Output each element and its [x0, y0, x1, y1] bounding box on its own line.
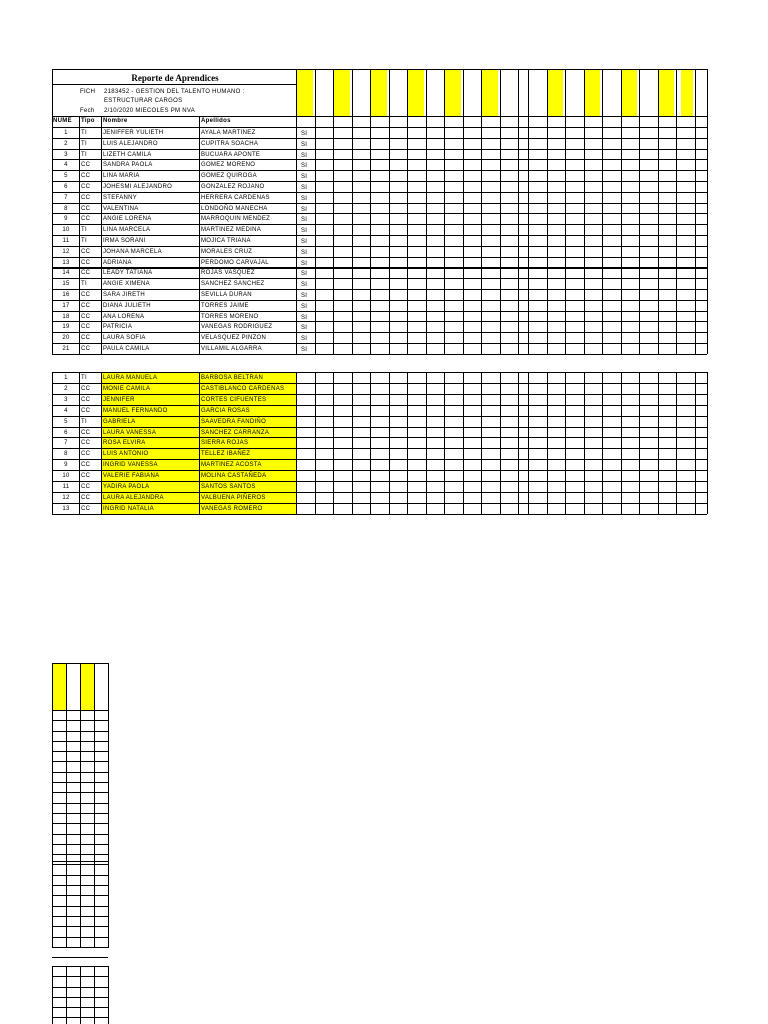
- ficha-line-2: ESTRUCTURAR CARGOS: [104, 98, 183, 104]
- row-tipo: CC: [81, 195, 91, 201]
- row-apellidos: BUCUARA APONTE: [201, 152, 261, 158]
- grid-line: [547, 69, 548, 354]
- row-attendance: SI: [301, 153, 308, 159]
- grid-line: [296, 372, 297, 514]
- row-number: 8: [64, 451, 68, 457]
- row-number: 18: [62, 314, 70, 320]
- grid-line: [565, 69, 566, 354]
- row-apellidos: HERRERA CARDENAS: [201, 195, 270, 201]
- grid-line: [500, 69, 501, 354]
- grid-line: [695, 372, 696, 514]
- highlight-fill: [445, 70, 461, 116]
- row-apellidos: SEVILLA DURAN: [201, 292, 252, 298]
- grid-line: [602, 372, 603, 514]
- row-tipo: CC: [81, 324, 91, 330]
- row-nombre: SANDRA PAOLA: [103, 162, 153, 168]
- grid-line: [52, 947, 108, 948]
- grid-line: [52, 803, 108, 804]
- row-number: 13: [62, 260, 70, 266]
- row-number: 3: [64, 397, 68, 403]
- grid-line: [676, 69, 677, 354]
- highlight-fill: [659, 70, 674, 116]
- row-number: 17: [62, 303, 70, 309]
- row-number: 10: [62, 473, 70, 479]
- grid-line: [52, 861, 108, 862]
- grid-line: [370, 69, 371, 354]
- grid-line: [52, 906, 108, 907]
- row-attendance: SI: [301, 185, 308, 191]
- grid-line: [407, 69, 408, 354]
- grid-line: [52, 772, 108, 773]
- row-number: 11: [62, 238, 70, 244]
- row-tipo: CC: [81, 484, 91, 490]
- row-apellidos: TELLEZ IBAÑEZ: [201, 451, 251, 457]
- grid-line: [621, 69, 622, 354]
- row-attendance: SI: [301, 325, 308, 331]
- grid-line: [66, 966, 67, 1024]
- row-apellidos: LONDOÑO MANECHA: [201, 206, 268, 212]
- row-attendance: SI: [301, 282, 308, 288]
- row-apellidos: PERDOMO CARVAJAL: [201, 260, 269, 266]
- grid-line: [52, 69, 707, 70]
- grid-line: [79, 116, 80, 354]
- report-title: Reporte de Aprendices: [131, 73, 219, 83]
- row-attendance: SI: [301, 131, 308, 137]
- row-nombre: LUIS ANTONIO: [103, 451, 149, 457]
- row-tipo: CC: [81, 462, 91, 468]
- grid-line: [444, 372, 445, 514]
- grid-line: [52, 710, 108, 711]
- row-nombre: LINA MARIA: [103, 173, 140, 179]
- highlight-fill: [548, 70, 563, 116]
- grid-line: [389, 69, 390, 354]
- grid-line: [658, 372, 659, 514]
- grid-line: [426, 372, 427, 514]
- row-nombre: LIZETH CAMILA: [103, 152, 152, 158]
- row-nombre: LINA MARCELA: [103, 227, 151, 233]
- row-nombre: LEADY TATIANA: [103, 270, 153, 276]
- row-apellidos: SANCHEZ CARRANZA: [201, 430, 270, 436]
- row-nombre: LAURA VANESSA: [103, 430, 157, 436]
- grid-line: [52, 966, 108, 967]
- row-apellidos: SANCHEZ SANCHEZ: [201, 281, 265, 287]
- highlight-fill: [334, 70, 350, 116]
- grid-line: [101, 116, 102, 354]
- row-nombre: INGRID VANESSA: [103, 462, 158, 468]
- grid-line: [426, 69, 427, 354]
- row-number: 6: [64, 430, 68, 436]
- row-tipo: CC: [81, 303, 91, 309]
- grid-line: [584, 69, 585, 354]
- row-attendance: SI: [301, 293, 308, 299]
- row-attendance: SI: [301, 336, 308, 342]
- row-tipo: TI: [81, 227, 87, 233]
- grid-line: [333, 372, 334, 514]
- row-tipo: CC: [81, 346, 91, 352]
- row-tipo: CC: [81, 397, 91, 403]
- row-tipo: CC: [81, 335, 91, 341]
- grid-line: [52, 957, 108, 958]
- grid-line: [500, 372, 501, 514]
- grid-line: [108, 663, 109, 948]
- row-tipo: TI: [81, 419, 87, 425]
- row-nombre: MANUEL FERNANDO: [103, 408, 168, 414]
- row-number: 11: [62, 484, 70, 490]
- grid-line: [639, 372, 640, 514]
- row-number: 2: [64, 386, 68, 392]
- grid-line: [584, 372, 585, 514]
- row-apellidos: CUPITRA SOACHA: [201, 141, 259, 147]
- row-attendance: SI: [301, 261, 308, 267]
- row-attendance: SI: [301, 347, 308, 353]
- row-attendance: SI: [301, 174, 308, 180]
- grid-line: [79, 372, 80, 514]
- row-tipo: CC: [81, 249, 91, 255]
- row-apellidos: GARCIA ROSAS: [201, 408, 250, 414]
- row-attendance: SI: [301, 250, 308, 256]
- row-nombre: ANGIE XIMENA: [103, 281, 150, 287]
- highlight-fill: [622, 70, 637, 116]
- row-nombre: SARA JIRETH: [103, 292, 145, 298]
- row-tipo: TI: [81, 130, 87, 136]
- grid-line: [52, 875, 108, 876]
- row-number: 21: [62, 346, 70, 352]
- grid-line: [52, 116, 707, 117]
- highlight-fill: [408, 70, 424, 116]
- row-number: 9: [64, 462, 68, 468]
- grid-line: [481, 372, 482, 514]
- grid-line: [621, 372, 622, 514]
- grid-line: [94, 966, 95, 1024]
- row-apellidos: MARTINEZ MEDINA: [201, 227, 262, 233]
- grid-line: [52, 854, 108, 855]
- row-tipo: CC: [81, 440, 91, 446]
- highlight-fill: [81, 664, 94, 710]
- row-tipo: CC: [81, 495, 91, 501]
- fecha-value: 2/10/2020 MIECOLES PM NVA: [104, 108, 196, 114]
- grid-line: [52, 885, 108, 886]
- row-nombre: ROSA ELVIRA: [103, 440, 146, 446]
- row-number: 6: [64, 184, 68, 190]
- ficha-label: FICH: [80, 89, 96, 95]
- row-apellidos: MARROQUIN MENDEZ: [201, 216, 271, 222]
- row-tipo: TI: [81, 238, 87, 244]
- row-apellidos: SAAVEDRA FANDIÑO: [201, 419, 267, 425]
- row-number: 15: [62, 281, 70, 287]
- row-nombre: LAURA ALEJANDRA: [103, 495, 164, 501]
- row-nombre: JENNIFER: [103, 397, 135, 403]
- row-number: 12: [62, 249, 70, 255]
- row-tipo: CC: [81, 216, 91, 222]
- grid-line: [695, 69, 696, 354]
- grid-line: [199, 116, 200, 354]
- grid-line: [352, 69, 353, 354]
- grid-line: [565, 372, 566, 514]
- row-nombre: PAULA CAMILA: [103, 346, 150, 352]
- grid-line: [639, 69, 640, 354]
- grid-line: [52, 864, 108, 865]
- grid-line: [52, 834, 108, 835]
- grid-line: [52, 844, 108, 845]
- row-tipo: CC: [81, 506, 91, 512]
- row-number: 4: [64, 162, 68, 168]
- grid-line: [80, 966, 81, 1024]
- row-attendance: SI: [301, 142, 308, 148]
- row-apellidos: SANTOS SANTOS: [201, 484, 256, 490]
- grid-line: [518, 372, 519, 514]
- row-tipo: CC: [81, 270, 91, 276]
- grid-line: [518, 69, 519, 354]
- row-tipo: CC: [81, 206, 91, 212]
- highlight-fill: [585, 70, 600, 116]
- grid-line: [52, 514, 707, 515]
- row-number: 19: [62, 324, 70, 330]
- row-nombre: IRMA SORANI: [103, 238, 146, 244]
- grid-line: [199, 372, 200, 514]
- grid-line: [547, 372, 548, 514]
- row-tipo: CC: [81, 162, 91, 168]
- row-apellidos: AYALA MARTINEZ: [201, 130, 256, 136]
- row-nombre: JENIFFER YULIETH: [103, 130, 164, 136]
- grid-line: [481, 69, 482, 354]
- row-number: 20: [62, 335, 70, 341]
- fecha-label: Fech: [80, 108, 95, 114]
- row-attendance: SI: [301, 228, 308, 234]
- row-number: 7: [64, 440, 68, 446]
- grid-line: [352, 372, 353, 514]
- grid-line: [52, 926, 108, 927]
- grid-line: [52, 84, 296, 85]
- grid-line: [52, 741, 108, 742]
- grid-line: [370, 372, 371, 514]
- row-nombre: VALERIE FABIANA: [103, 473, 160, 479]
- grid-line: [707, 372, 708, 514]
- row-attendance: SI: [301, 315, 308, 321]
- row-nombre: ANA LORENA: [103, 314, 145, 320]
- highlight-fill: [681, 70, 693, 116]
- row-nombre: JOHESMI ALEJANDRO: [103, 184, 173, 190]
- row-tipo: CC: [81, 314, 91, 320]
- grid-line: [52, 354, 707, 355]
- row-nombre: ANGIE LORENA: [103, 216, 152, 222]
- row-apellidos: VALBUENA PIÑEROS: [201, 495, 266, 501]
- grid-line: [52, 997, 108, 998]
- grid-line: [52, 895, 108, 896]
- row-attendance: SI: [301, 207, 308, 213]
- grid-line: [315, 69, 316, 354]
- row-tipo: TI: [81, 152, 87, 158]
- row-tipo: CC: [81, 184, 91, 190]
- grid-line: [707, 69, 708, 354]
- row-nombre: VALENTINA: [103, 206, 139, 212]
- grid-line: [101, 372, 102, 514]
- row-apellidos: TORRES JAIME: [201, 303, 249, 309]
- row-nombre: JOHANA MARCELA: [103, 249, 162, 255]
- row-tipo: CC: [81, 473, 91, 479]
- row-apellidos: MOJICA TRIANA: [201, 238, 251, 244]
- row-apellidos: ROJAS VASQUEZ: [201, 270, 255, 276]
- row-apellidos: TORRES MORENO: [201, 314, 259, 320]
- grid-line: [389, 372, 390, 514]
- highlight-fill: [53, 664, 66, 710]
- grid-line: [333, 69, 334, 354]
- row-number: 2: [64, 141, 68, 147]
- row-attendance: SI: [301, 304, 308, 310]
- header-nombre: Nombre: [103, 118, 128, 124]
- row-nombre: DIANA JULIETH: [103, 303, 151, 309]
- grid-line: [52, 792, 108, 793]
- row-number: 14: [62, 270, 70, 276]
- row-apellidos: MARTINEZ ACOSTA: [201, 462, 262, 468]
- row-nombre: GABRIELA: [103, 419, 136, 425]
- grid-line: [463, 372, 464, 514]
- row-nombre: ADRIANA: [103, 260, 132, 266]
- row-tipo: CC: [81, 173, 91, 179]
- row-attendance: SI: [301, 163, 308, 169]
- row-nombre: LAURA SOFIA: [103, 335, 146, 341]
- row-apellidos: CORTES CIFUENTES: [201, 397, 267, 403]
- highlight-fill: [482, 70, 498, 116]
- row-number: 5: [64, 173, 68, 179]
- row-number: 16: [62, 292, 70, 298]
- grid-line: [444, 69, 445, 354]
- row-nombre: STEFANNY: [103, 195, 138, 201]
- row-apellidos: MOLINA CASTAÑEDA: [201, 473, 267, 479]
- row-tipo: CC: [81, 430, 91, 436]
- header-num: NUME: [53, 118, 72, 124]
- row-tipo: TI: [81, 281, 87, 287]
- row-tipo: CC: [81, 260, 91, 266]
- grid-line: [108, 966, 109, 1024]
- row-number: 5: [64, 419, 68, 425]
- row-attendance: SI: [301, 196, 308, 202]
- row-apellidos: BARBOSA BELTRAN: [201, 375, 264, 381]
- row-number: 1: [64, 130, 68, 136]
- row-nombre: PATRICIA: [103, 324, 133, 330]
- row-tipo: CC: [81, 451, 91, 457]
- row-number: 4: [64, 408, 68, 414]
- grid-line: [52, 823, 108, 824]
- grid-line: [52, 966, 53, 1024]
- row-apellidos: VILLAMIL ALGARRA: [201, 346, 262, 352]
- row-nombre: YADIRA PAOLA: [103, 484, 150, 490]
- row-apellidos: SIERRA ROJAS: [201, 440, 249, 446]
- row-tipo: TI: [81, 375, 87, 381]
- row-nombre: LAURA MANUELA: [103, 375, 158, 381]
- grid-line: [528, 372, 529, 514]
- row-tipo: TI: [81, 141, 87, 147]
- row-number: 3: [64, 152, 68, 158]
- row-number: 10: [62, 227, 70, 233]
- row-nombre: INGRID NATALIA: [103, 506, 154, 512]
- row-nombre: MONIE CAMILA: [103, 386, 151, 392]
- row-apellidos: VANEGAS RODRIGUEZ: [201, 324, 273, 330]
- row-nombre: LUIS ALEJANDRO: [103, 141, 158, 147]
- grid-line: [296, 69, 297, 354]
- row-tipo: CC: [81, 386, 91, 392]
- grid-line: [676, 372, 677, 514]
- grid-line: [52, 916, 108, 917]
- row-number: 13: [62, 506, 70, 512]
- header-tipo: Tipo: [81, 118, 95, 124]
- grid-line: [658, 69, 659, 354]
- row-number: 12: [62, 495, 70, 501]
- grid-line: [463, 69, 464, 354]
- grid-line: [52, 1007, 108, 1008]
- row-number: 7: [64, 195, 68, 201]
- grid-line: [52, 720, 108, 721]
- grid-line: [407, 372, 408, 514]
- row-tipo: CC: [81, 408, 91, 414]
- grid-line: [52, 663, 108, 664]
- row-apellidos: CASTIBLANCO CARDENAS: [201, 386, 285, 392]
- row-number: 9: [64, 216, 68, 222]
- row-apellidos: GOMEZ MORENO: [201, 162, 256, 168]
- row-attendance: SI: [301, 239, 308, 245]
- grid-line: [52, 813, 108, 814]
- grid-line: [52, 731, 108, 732]
- highlight-fill: [371, 70, 387, 116]
- grid-line: [52, 1017, 108, 1018]
- row-apellidos: VANEGAS ROMERO: [201, 506, 263, 512]
- grid-line: [52, 976, 108, 977]
- grid-line: [52, 937, 108, 938]
- header-apellidos: Apellidos: [201, 118, 231, 124]
- row-attendance: SI: [301, 271, 308, 277]
- grid-line: [52, 751, 108, 752]
- row-apellidos: GOMEZ QUIROGA: [201, 173, 257, 179]
- grid-line: [528, 69, 529, 354]
- grid-line: [52, 782, 108, 783]
- row-apellidos: VELASQUEZ PINZON: [201, 335, 267, 341]
- grid-line: [315, 372, 316, 514]
- row-attendance: SI: [301, 217, 308, 223]
- row-number: 8: [64, 206, 68, 212]
- grid-line: [52, 987, 108, 988]
- grid-line: [602, 69, 603, 354]
- row-apellidos: MORALES CRUZ: [201, 249, 253, 255]
- row-apellidos: GONZALEZ ROJANO: [201, 184, 265, 190]
- row-tipo: CC: [81, 292, 91, 298]
- highlight-fill: [297, 70, 313, 116]
- ficha-line-1: 2183452 - GESTION DEL TALENTO HUMANO :: [104, 89, 245, 95]
- grid-line: [52, 761, 108, 762]
- row-number: 1: [64, 375, 68, 381]
